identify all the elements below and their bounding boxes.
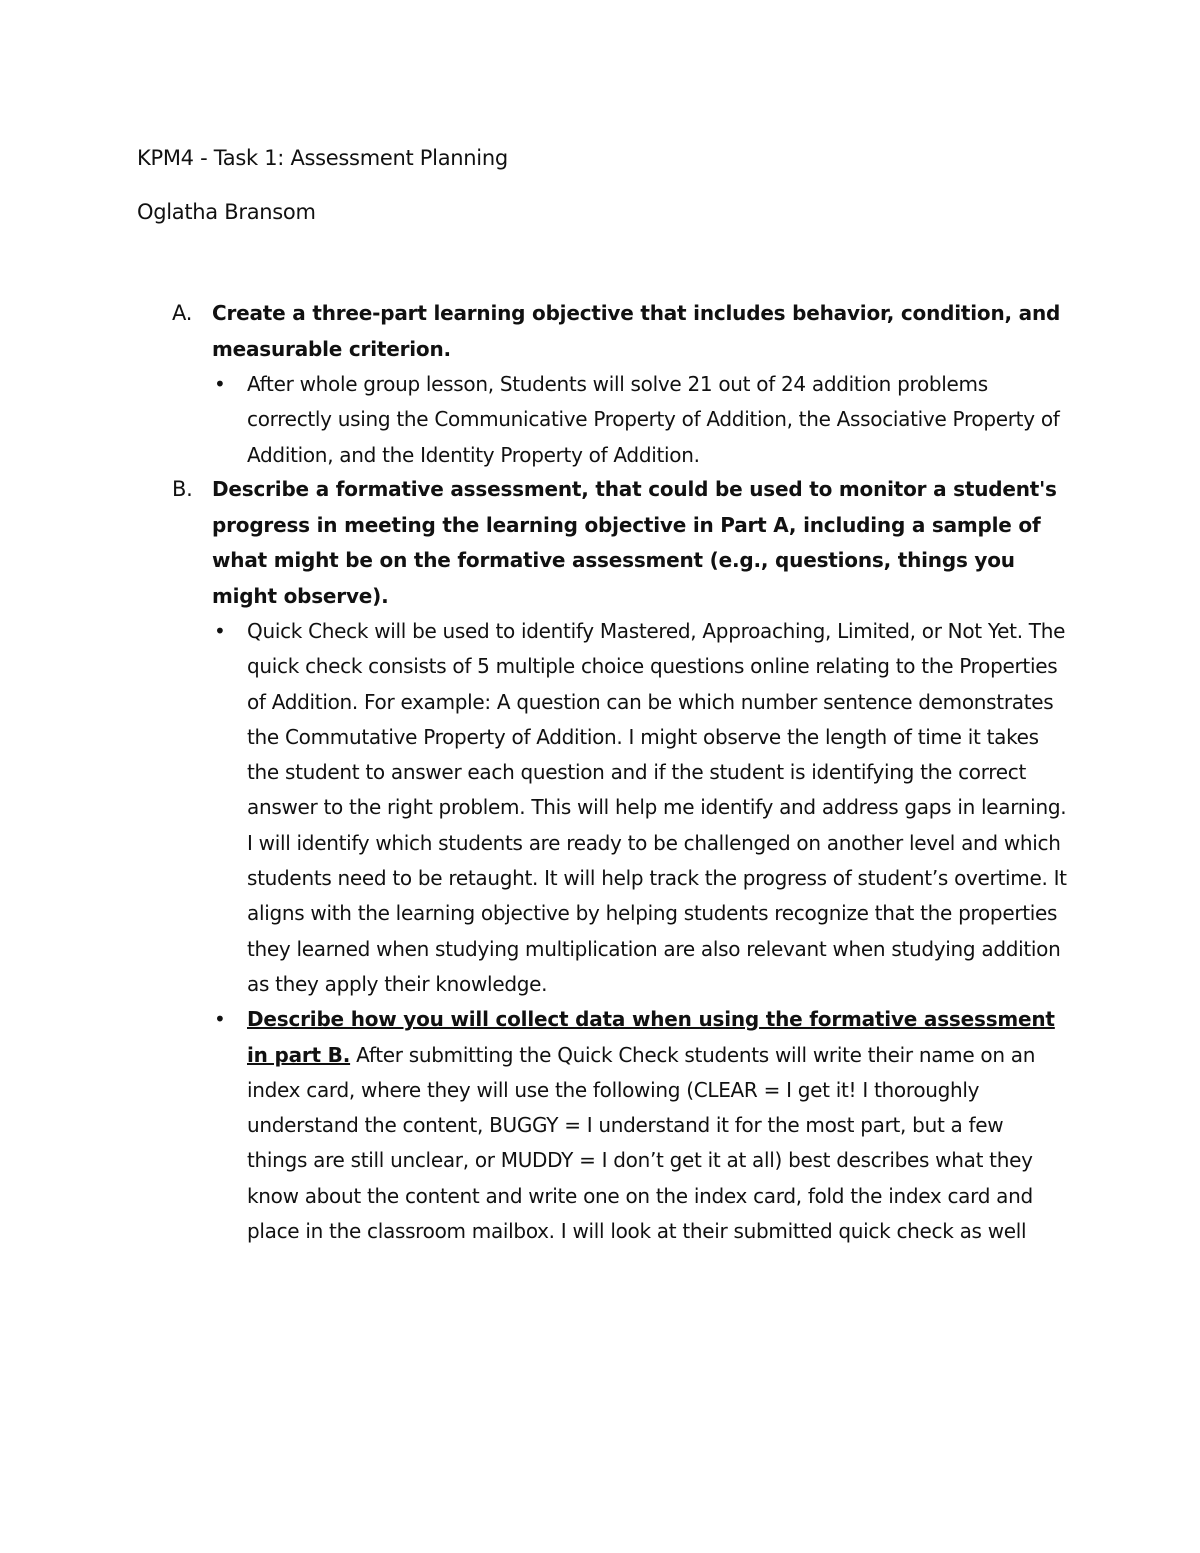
list-item <box>212 1002 1067 1249</box>
list-item <box>212 614 1067 1002</box>
section-b-letter: B. <box>172 477 193 501</box>
section-a-prompt: Create a three-part learning objective that includes behavior, condition, and measurable criterion. <box>212 301 1061 361</box>
formative-assessment-text: Quick Check will be used to identify Mastered, Approaching, Limited, or Not Yet. The quick check consists of 5 multiple choice questions online relating to the Properties of Addition. For example: A question can be which number sentence demonstrates the Commutative Property of Addition. I might observe the length of time it takes the student to answer each question and if the student is identifying the correct answer to the right problem. This will help me identify and address gaps in learning. I will identify which students are ready to be challenged on another level and which students need to be retaught. It will help track the progress of student’s overtime. It aligns with the learning objective by helping students recognize that the properties they learned when studying multiplication are also relevant when studying addition as they apply their knowledge. <box>247 619 1067 996</box>
bullet-icon: • <box>214 619 226 643</box>
section-a <box>172 296 1067 473</box>
document-title: KPM4 - Task 1: Assessment Planning <box>137 146 508 170</box>
bullet-icon: • <box>214 1007 226 1032</box>
data-collection-heading: Describe how you will collect data when using the formative assessment in part B. <box>247 1007 1055 1067</box>
section-b-bullets <box>212 614 1067 1249</box>
section-b <box>172 472 1067 1249</box>
section-a-bullets <box>212 367 1067 473</box>
section-a-letter: A. <box>172 301 193 325</box>
data-collection-text: After submitting the Quick Check students will write their name on an index card, where they will use the following (CLEAR = I get it! I thoroughly understand the content, BUGGY = I understand it for the most part, but a few things are still unclear, or MUDDY = I don’t get it at all) best describes what they know about the content and write one on the index card, fold the index card and place in the classroom mailbox. I will look at their submitted quick check as well <box>247 1042 1036 1244</box>
bullet-icon: • <box>214 372 226 396</box>
list-item <box>212 367 1067 473</box>
document-author: Oglatha Bransom <box>137 200 316 224</box>
section-b-prompt: Describe a formative assessment, that could be used to monitor a student's progress in meeting the learning objective in Part A, including a sample of what might be on the formative assessment (e.g., questions, things you might observe). <box>212 477 1057 608</box>
objective-text: After whole group lesson, Students will solve 21 out of 24 addition problems correctly using the Communicative Property of Addition, the Associative Property of Addition, and the Identity Property of Addition. <box>247 372 1060 467</box>
